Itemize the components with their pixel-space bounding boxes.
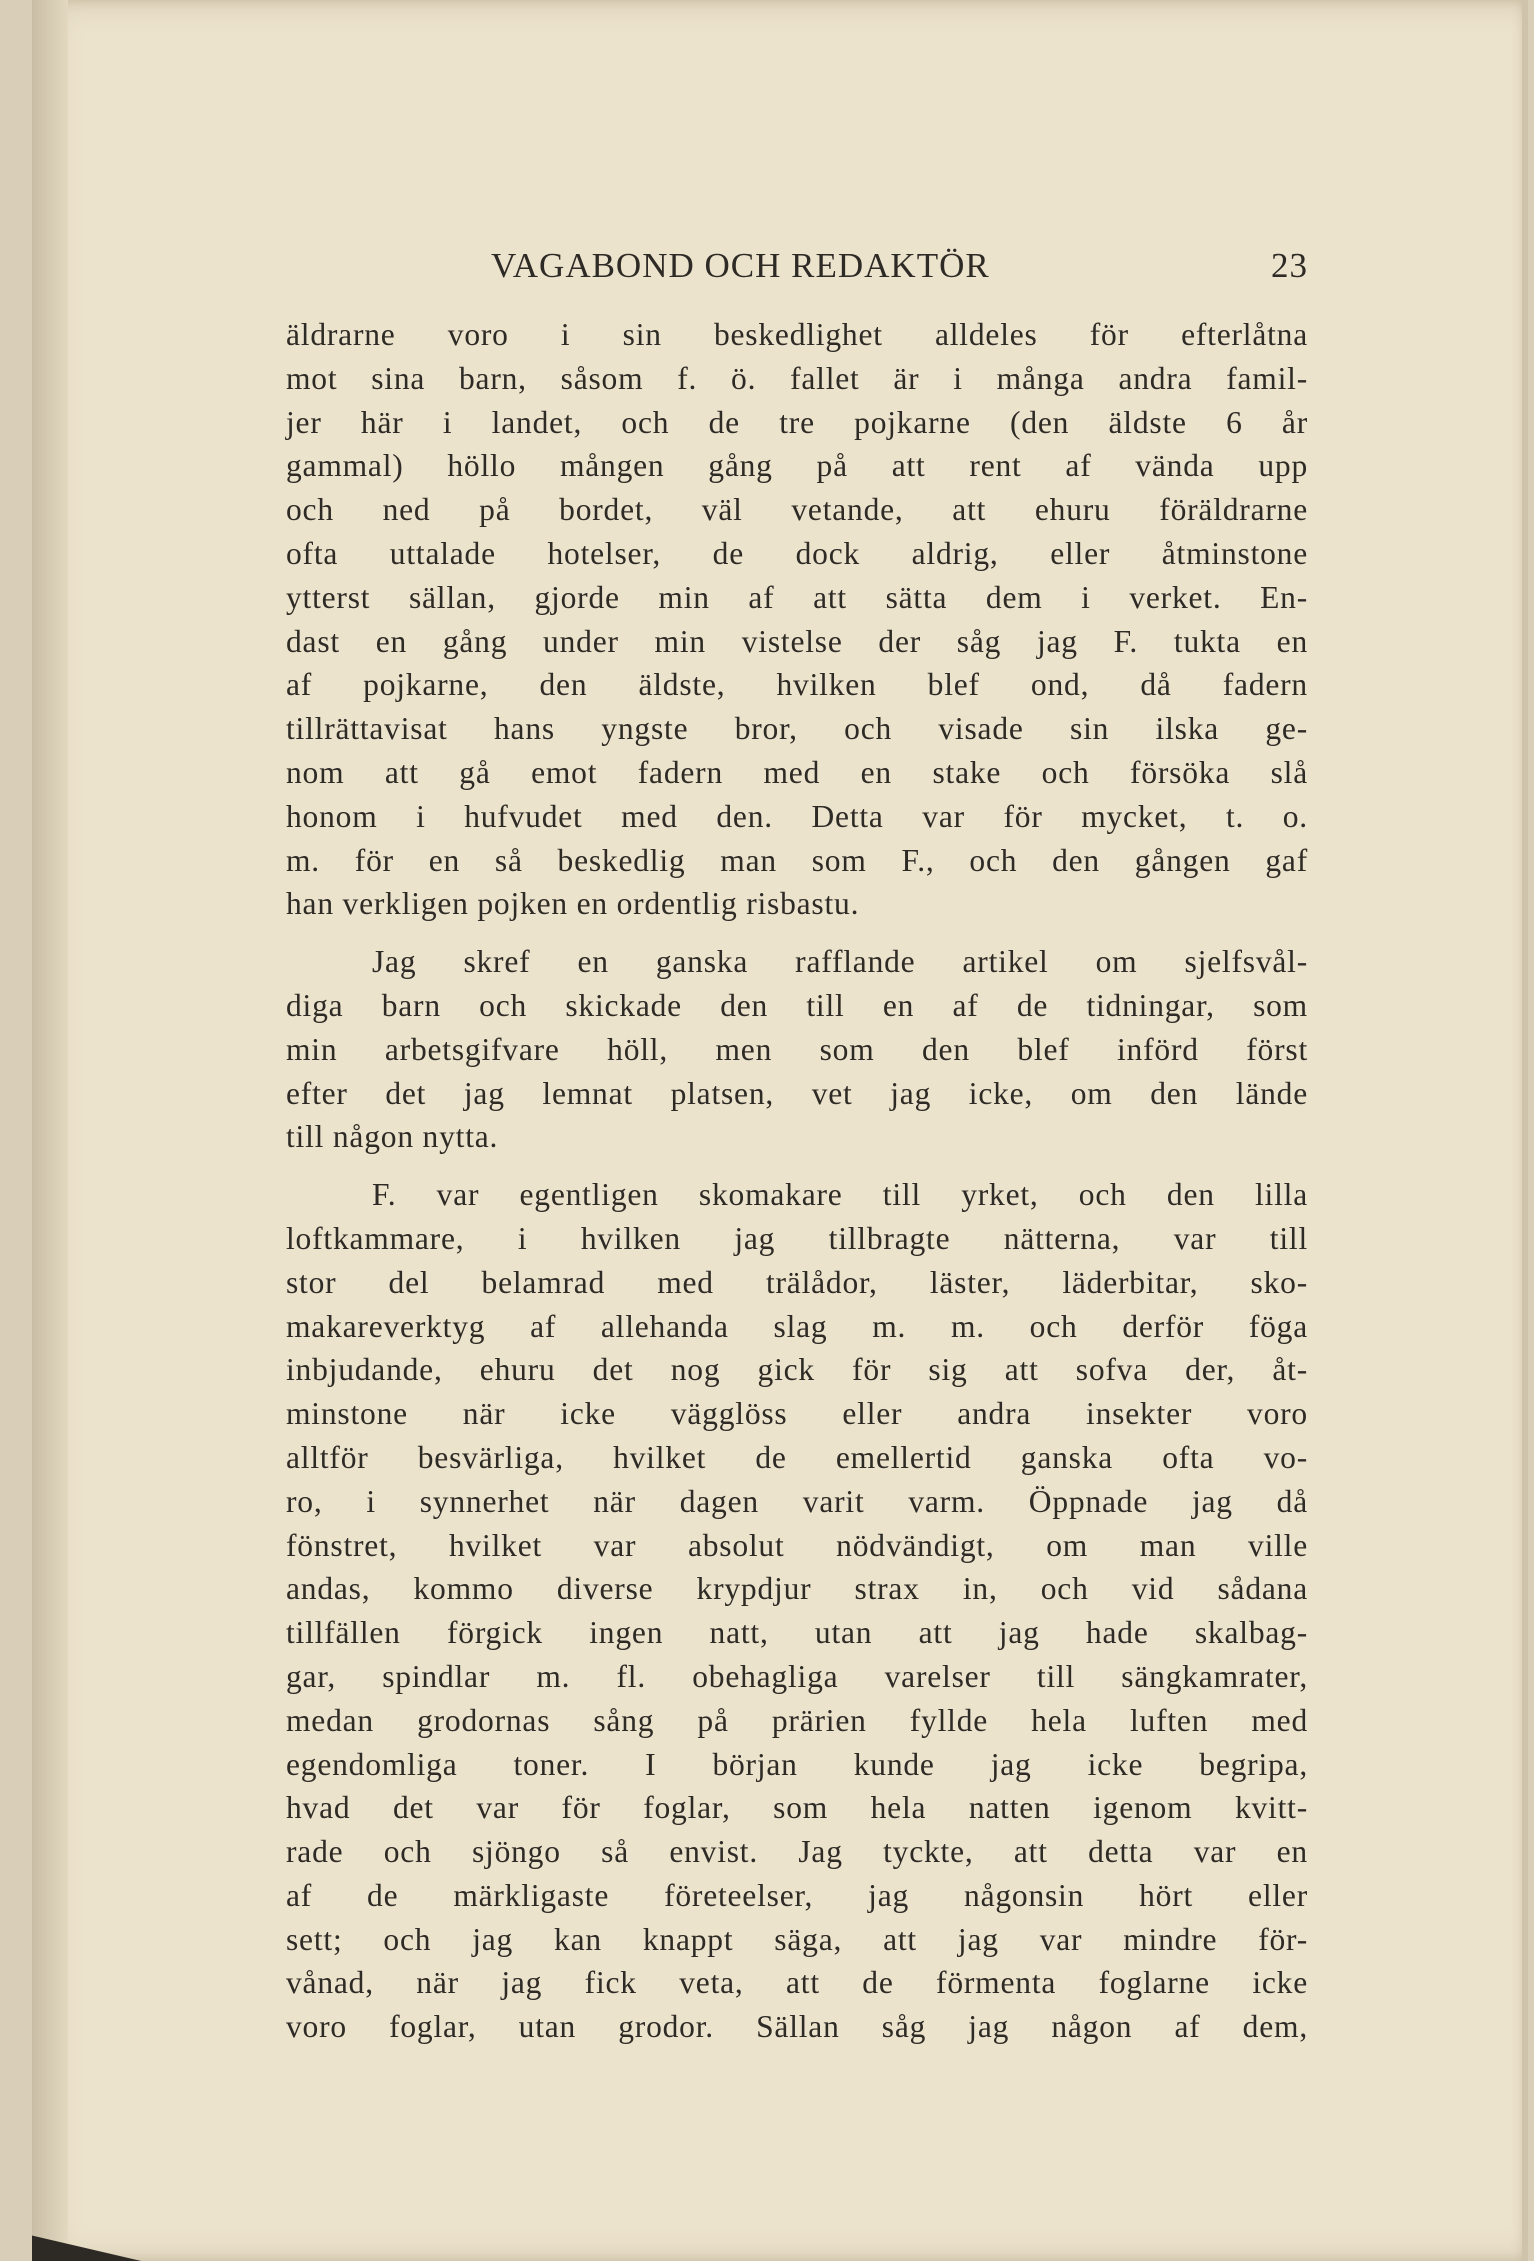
text-line: han verkligen pojken en ordentlig risbastu.: [286, 886, 860, 922]
text-line: af de märkligaste företeelser, jag någonsin hört eller: [286, 1877, 1308, 1913]
text-line: gammal) höllo mången gång på att rent af vända upp: [286, 448, 1308, 484]
text-line: voro foglar, utan grodor. Sällan såg jag någon af dem,: [286, 2009, 1308, 2045]
page-number: 23: [1271, 246, 1308, 285]
text-line: vånad, när jag fick veta, att de förmenta foglarne icke: [286, 1965, 1308, 2001]
text-line: till någon nytta.: [286, 1119, 499, 1155]
text-line: min arbetsgifvare höll, men som den blef införd först: [286, 1031, 1308, 1067]
paragraph: [286, 1173, 1308, 2049]
running-title: VAGABOND OCH REDAKTÖR: [491, 246, 990, 285]
text-line: alltför besvärliga, hvilket de emellertid ganska ofta vo-: [286, 1439, 1308, 1475]
text-line: stor del belamrad med trälådor, läster, läderbitar, sko-: [286, 1264, 1308, 1300]
text-line: medan grodornas sång på prärien fyllde hela luften med: [286, 1702, 1308, 1738]
text-line: andas, kommo diverse krypdjur strax in, och vid sådana: [286, 1571, 1308, 1607]
page-gutter: [32, 0, 68, 2261]
text-line: fönstret, hvilket var absolut nödvändigt, om man ville: [286, 1527, 1308, 1563]
text-line: inbjudande, ehuru det nog gick för sig att sofva der, åt-: [286, 1352, 1308, 1388]
text-line: makareverktyg af allehanda slag m. m. och derför föga: [286, 1308, 1308, 1344]
text-line: nom att gå emot fadern med en stake och försöka slå: [286, 754, 1308, 790]
text-line: F. var egentligen skomakare till yrket, och den lilla: [372, 1177, 1308, 1213]
text-line: tillfällen förgick ingen natt, utan att jag hade skalbag-: [286, 1615, 1308, 1651]
text-line: Jag skref en ganska rafflande artikel om sjelfsvål-: [372, 944, 1308, 980]
text-line: och ned på bordet, väl vetande, att ehuru föräldrarne: [286, 492, 1308, 528]
page-header: [286, 246, 1308, 290]
text-line: loftkammare, i hvilken jag tillbragte nätterna, var till: [286, 1220, 1308, 1256]
text-line: äldrarne voro i sin beskedlighet alldeles för efterlåtna: [286, 317, 1308, 352]
text-line: gar, spindlar m. fl. obehagliga varelser till sängkamrater,: [286, 1658, 1308, 1694]
text-line: minstone när icke vägglöss eller andra insekter voro: [286, 1396, 1308, 1432]
text-line: tillrättavisat hans yngste bror, och visade sin ilska ge-: [286, 711, 1308, 747]
body-text: [286, 313, 1308, 2049]
text-line: ro, i synnerhet när dagen varit varm. Öppnade jag då: [286, 1483, 1308, 1519]
text-line: dast en gång under min vistelse der såg jag F. tukta en: [286, 623, 1308, 659]
text-line: ofta uttalade hotelser, de dock aldrig, eller åtminstone: [286, 535, 1308, 571]
text-line: egendomliga toner. I början kunde jag icke begripa,: [286, 1746, 1308, 1782]
paragraph: [286, 313, 1308, 926]
text-line: af pojkarne, den äldste, hvilken blef ond, då fadern: [286, 667, 1308, 703]
text-line: hvad det var för foglar, som hela natten igenom kvitt-: [286, 1790, 1308, 1826]
text-line: efter det jag lemnat platsen, vet jag icke, om den lände: [286, 1075, 1308, 1111]
text-line: rade och sjöngo så envist. Jag tyckte, att detta var en: [286, 1834, 1308, 1870]
text-line: mot sina barn, såsom f. ö. fallet är i många andra famil-: [286, 360, 1308, 396]
corner-mark: [32, 2233, 152, 2261]
text-line: honom i hufvudet med den. Detta var för mycket, t. o.: [286, 798, 1308, 834]
text-line: ytterst sällan, gjorde min af att sätta dem i verket. En-: [286, 579, 1308, 615]
page-edge: [1522, 0, 1528, 2261]
text-line: jer här i landet, och de tre pojkarne (den äldste 6 år: [286, 404, 1308, 440]
text-line: sett; och jag kan knappt säga, att jag var mindre för-: [286, 1921, 1308, 1957]
paragraph: [286, 940, 1308, 1159]
text-line: m. för en så beskedlig man som F., och den gången gaf: [286, 842, 1308, 878]
text-line: diga barn och skickade den till en af de tidningar, som: [286, 987, 1308, 1023]
